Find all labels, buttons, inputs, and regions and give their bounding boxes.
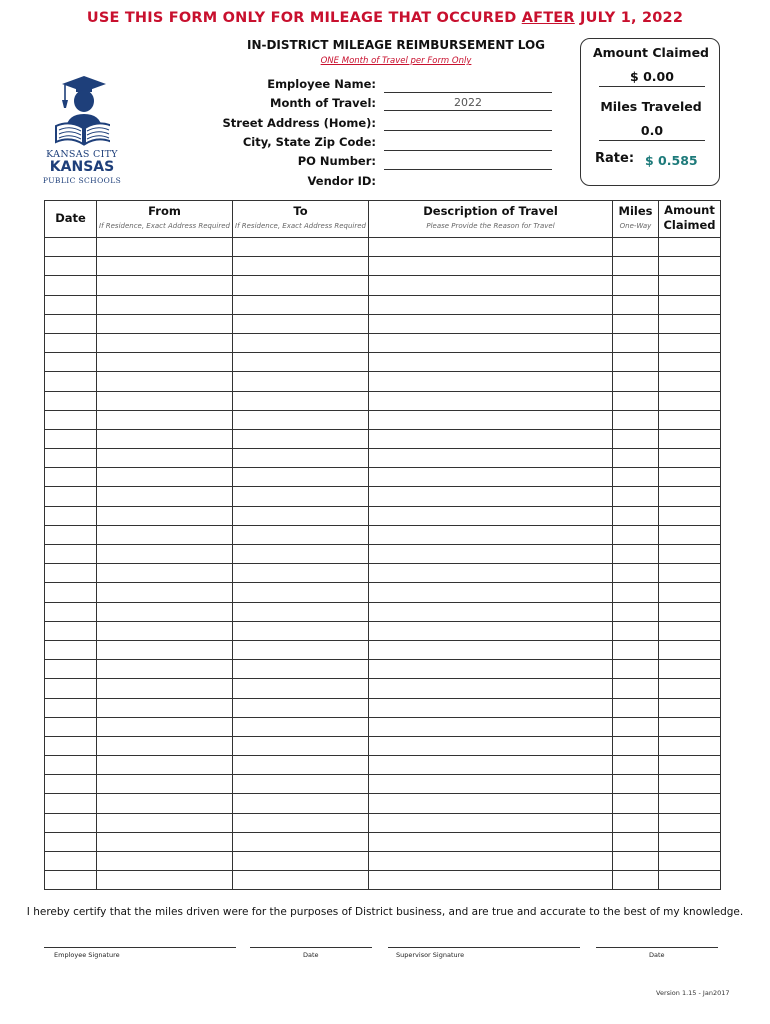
table-row: [45, 525, 721, 544]
description-cell[interactable]: [369, 756, 613, 775]
to-cell[interactable]: [233, 353, 369, 372]
description-cell[interactable]: [369, 602, 613, 621]
amount-claimed-value: $ 0.00: [599, 69, 705, 87]
date-cell[interactable]: [45, 871, 97, 890]
to-cell[interactable]: [233, 736, 369, 755]
from-cell[interactable]: [97, 449, 233, 468]
date-cell[interactable]: [45, 660, 97, 679]
description-cell[interactable]: [369, 487, 613, 506]
to-cell[interactable]: [233, 506, 369, 525]
to-cell[interactable]: [233, 813, 369, 832]
description-cell[interactable]: [369, 506, 613, 525]
date-cell[interactable]: [45, 775, 97, 794]
miles-cell[interactable]: [613, 314, 659, 333]
miles-cell[interactable]: [613, 756, 659, 775]
table-row: [45, 333, 721, 352]
amount-cell[interactable]: [659, 583, 721, 602]
col-from-label: From: [148, 204, 181, 218]
miles-cell[interactable]: [613, 333, 659, 352]
to-cell[interactable]: [233, 564, 369, 583]
amount-cell[interactable]: [659, 775, 721, 794]
from-cell[interactable]: [97, 545, 233, 564]
from-cell[interactable]: [97, 295, 233, 314]
table-row: [45, 564, 721, 583]
description-cell[interactable]: [369, 871, 613, 890]
from-cell[interactable]: [97, 736, 233, 755]
date-cell[interactable]: [45, 468, 97, 487]
amount-cell[interactable]: [659, 564, 721, 583]
description-cell[interactable]: [369, 794, 613, 813]
description-cell[interactable]: [369, 449, 613, 468]
amount-cell[interactable]: [659, 736, 721, 755]
amount-cell[interactable]: [659, 429, 721, 448]
miles-cell[interactable]: [613, 871, 659, 890]
date-cell[interactable]: [45, 621, 97, 640]
to-cell[interactable]: [233, 449, 369, 468]
from-cell[interactable]: [97, 238, 233, 257]
amount-claimed-title: Amount Claimed: [592, 45, 710, 60]
description-cell[interactable]: [369, 353, 613, 372]
to-cell[interactable]: [233, 276, 369, 295]
miles-cell[interactable]: [613, 276, 659, 295]
table-row: [45, 545, 721, 564]
amount-cell[interactable]: [659, 372, 721, 391]
miles-cell[interactable]: [613, 506, 659, 525]
from-cell[interactable]: [97, 698, 233, 717]
description-cell[interactable]: [369, 852, 613, 871]
table-row: [45, 602, 721, 621]
street-address-field[interactable]: [384, 115, 552, 131]
table-body: [45, 238, 721, 890]
table-row: [45, 679, 721, 698]
employee-signature-label: Employee Signature: [54, 951, 120, 959]
from-cell[interactable]: [97, 852, 233, 871]
table-row: [45, 660, 721, 679]
employee-date-label: Date: [303, 951, 319, 959]
date-cell[interactable]: [45, 276, 97, 295]
from-cell[interactable]: [97, 756, 233, 775]
from-cell[interactable]: [97, 333, 233, 352]
to-cell[interactable]: [233, 717, 369, 736]
table-row: [45, 372, 721, 391]
graduate-reading-book-icon: [54, 74, 110, 146]
date-cell[interactable]: [45, 736, 97, 755]
table-row: [45, 832, 721, 851]
amount-cell[interactable]: [659, 545, 721, 564]
vendor-id-label: Vendor ID:: [307, 174, 376, 188]
date-cell[interactable]: [45, 353, 97, 372]
date-cell[interactable]: [45, 717, 97, 736]
description-cell[interactable]: [369, 583, 613, 602]
col-description: [369, 201, 613, 238]
table-row: [45, 238, 721, 257]
description-cell[interactable]: [369, 775, 613, 794]
amount-cell[interactable]: [659, 506, 721, 525]
from-cell[interactable]: [97, 583, 233, 602]
certification-statement: I hereby certify that the miles driven were for the purposes of District business, and are true and accurate to the best of my knowledge.: [26, 906, 744, 918]
to-cell[interactable]: [233, 487, 369, 506]
to-cell[interactable]: [233, 391, 369, 410]
version-text: Version 1.15 - Jan2017: [656, 989, 730, 997]
miles-cell[interactable]: [613, 621, 659, 640]
date-cell[interactable]: [45, 314, 97, 333]
to-cell[interactable]: [233, 410, 369, 429]
description-cell[interactable]: [369, 813, 613, 832]
from-cell[interactable]: [97, 794, 233, 813]
col-description-label: Description of Travel: [423, 204, 558, 218]
table-row: [45, 736, 721, 755]
miles-cell[interactable]: [613, 372, 659, 391]
table-row: [45, 852, 721, 871]
to-cell[interactable]: [233, 621, 369, 640]
to-cell[interactable]: [233, 852, 369, 871]
table-row: [45, 813, 721, 832]
miles-cell[interactable]: [613, 832, 659, 851]
description-cell[interactable]: [369, 525, 613, 544]
description-cell[interactable]: [369, 564, 613, 583]
month-of-travel-label: Month of Travel:: [270, 96, 376, 110]
banner-text-2: JULY 1, 2022: [574, 10, 684, 26]
amount-cell[interactable]: [659, 487, 721, 506]
table-row: [45, 276, 721, 295]
table-row: [45, 756, 721, 775]
table-row: [45, 621, 721, 640]
date-cell[interactable]: [45, 372, 97, 391]
from-cell[interactable]: [97, 871, 233, 890]
date-cell[interactable]: [45, 429, 97, 448]
date-cell[interactable]: [45, 813, 97, 832]
date-cell[interactable]: [45, 583, 97, 602]
amount-cell[interactable]: [659, 410, 721, 429]
description-cell[interactable]: [369, 372, 613, 391]
supervisor-date-line[interactable]: [596, 947, 718, 948]
amount-cell[interactable]: [659, 679, 721, 698]
miles-cell[interactable]: [613, 679, 659, 698]
amount-cell[interactable]: [659, 852, 721, 871]
banner-text-1: USE THIS FORM ONLY FOR MILEAGE THAT OCCURED: [86, 10, 522, 26]
rate-value: $ 0.585: [645, 153, 698, 168]
from-cell[interactable]: [97, 257, 233, 276]
to-cell[interactable]: [233, 468, 369, 487]
col-miles-hint: One-Way: [619, 222, 652, 230]
date-cell[interactable]: [45, 679, 97, 698]
col-to: [233, 201, 369, 238]
amount-cell[interactable]: [659, 353, 721, 372]
table-header-row: [45, 201, 721, 238]
from-cell[interactable]: [97, 660, 233, 679]
miles-cell[interactable]: [613, 468, 659, 487]
employee-signature-line[interactable]: [44, 947, 236, 948]
amount-cell[interactable]: [659, 717, 721, 736]
amount-cell[interactable]: [659, 468, 721, 487]
date-cell[interactable]: [45, 525, 97, 544]
col-from-hint: If Residence, Exact Address Required: [99, 222, 230, 230]
month-of-travel-field[interactable]: 2022: [384, 95, 552, 111]
to-cell[interactable]: [233, 333, 369, 352]
log-title: IN-DISTRICT MILEAGE REIMBURSEMENT LOG: [246, 38, 545, 52]
amount-cell[interactable]: [659, 449, 721, 468]
description-cell[interactable]: [369, 679, 613, 698]
to-cell[interactable]: [233, 238, 369, 257]
from-cell[interactable]: [97, 717, 233, 736]
to-cell[interactable]: [233, 525, 369, 544]
amount-cell[interactable]: [659, 813, 721, 832]
to-cell[interactable]: [233, 698, 369, 717]
table-row: [45, 698, 721, 717]
amount-cell[interactable]: [659, 314, 721, 333]
date-cell[interactable]: [45, 794, 97, 813]
miles-cell[interactable]: [613, 449, 659, 468]
miles-cell[interactable]: [613, 583, 659, 602]
from-cell[interactable]: [97, 429, 233, 448]
miles-cell[interactable]: [613, 564, 659, 583]
amount-cell[interactable]: [659, 621, 721, 640]
amount-summary-box: [580, 38, 720, 186]
col-miles-label: Miles: [618, 204, 653, 218]
from-cell[interactable]: [97, 468, 233, 487]
from-cell[interactable]: [97, 506, 233, 525]
from-cell[interactable]: [97, 276, 233, 295]
to-cell[interactable]: [233, 871, 369, 890]
description-cell[interactable]: [369, 295, 613, 314]
from-cell[interactable]: [97, 775, 233, 794]
table-row: [45, 449, 721, 468]
col-date-label: Date: [55, 211, 86, 225]
col-from: [97, 201, 233, 238]
to-cell[interactable]: [233, 660, 369, 679]
miles-cell[interactable]: [613, 602, 659, 621]
supervisor-signature-label: Supervisor Signature: [396, 951, 465, 959]
date-cell[interactable]: [45, 487, 97, 506]
table-row: [45, 391, 721, 410]
date-cell[interactable]: [45, 756, 97, 775]
table-row: [45, 468, 721, 487]
col-date: [45, 201, 97, 238]
to-cell[interactable]: [233, 602, 369, 621]
amount-cell[interactable]: [659, 832, 721, 851]
date-cell[interactable]: [45, 449, 97, 468]
district-logo: [40, 74, 124, 188]
miles-traveled-value: 0.0: [599, 123, 705, 141]
description-cell[interactable]: [369, 468, 613, 487]
table-row: [45, 410, 721, 429]
amount-cell[interactable]: [659, 257, 721, 276]
from-cell[interactable]: [97, 353, 233, 372]
to-cell[interactable]: [233, 832, 369, 851]
table-row: [45, 487, 721, 506]
table-row: [45, 295, 721, 314]
table-row: [45, 717, 721, 736]
miles-cell[interactable]: [613, 410, 659, 429]
description-cell[interactable]: [369, 257, 613, 276]
description-cell[interactable]: [369, 391, 613, 410]
amount-cell[interactable]: [659, 698, 721, 717]
description-cell[interactable]: [369, 621, 613, 640]
description-cell[interactable]: [369, 640, 613, 659]
logo-line-2: KANSAS: [49, 159, 115, 175]
employee-date-line[interactable]: [250, 947, 372, 948]
miles-cell[interactable]: [613, 391, 659, 410]
date-cell[interactable]: [45, 506, 97, 525]
to-cell[interactable]: [233, 429, 369, 448]
description-cell[interactable]: [369, 429, 613, 448]
miles-cell[interactable]: [613, 295, 659, 314]
from-cell[interactable]: [97, 621, 233, 640]
to-cell[interactable]: [233, 794, 369, 813]
miles-cell[interactable]: [613, 525, 659, 544]
miles-cell[interactable]: [613, 813, 659, 832]
description-cell[interactable]: [369, 660, 613, 679]
form-banner: [0, 10, 770, 26]
po-number-label: PO Number:: [297, 154, 376, 168]
date-cell[interactable]: [45, 295, 97, 314]
miles-cell[interactable]: [613, 775, 659, 794]
from-cell[interactable]: [97, 525, 233, 544]
description-cell[interactable]: [369, 832, 613, 851]
table-row: [45, 314, 721, 333]
table-row: [45, 257, 721, 276]
miles-cell[interactable]: [613, 852, 659, 871]
supervisor-signature-line[interactable]: [388, 947, 580, 948]
date-cell[interactable]: [45, 391, 97, 410]
from-cell[interactable]: [97, 314, 233, 333]
amount-cell[interactable]: [659, 333, 721, 352]
date-cell[interactable]: [45, 832, 97, 851]
date-cell[interactable]: [45, 545, 97, 564]
mileage-table: [44, 200, 721, 890]
date-cell[interactable]: [45, 698, 97, 717]
logo-line-3: PUBLIC SCHOOLS: [42, 176, 122, 185]
to-cell[interactable]: [233, 545, 369, 564]
miles-cell[interactable]: [613, 429, 659, 448]
to-cell[interactable]: [233, 583, 369, 602]
from-cell[interactable]: [97, 813, 233, 832]
col-amount: [659, 201, 721, 238]
miles-cell[interactable]: [613, 717, 659, 736]
amount-cell[interactable]: [659, 238, 721, 257]
miles-cell[interactable]: [613, 238, 659, 257]
amount-cell[interactable]: [659, 602, 721, 621]
from-cell[interactable]: [97, 410, 233, 429]
description-cell[interactable]: [369, 333, 613, 352]
description-cell[interactable]: [369, 410, 613, 429]
date-cell[interactable]: [45, 640, 97, 659]
po-number-field[interactable]: [384, 154, 552, 170]
col-to-label: To: [293, 204, 308, 218]
date-cell[interactable]: [45, 602, 97, 621]
from-cell[interactable]: [97, 564, 233, 583]
from-cell[interactable]: [97, 372, 233, 391]
description-cell[interactable]: [369, 717, 613, 736]
amount-cell[interactable]: [659, 391, 721, 410]
city-state-zip-field[interactable]: [384, 135, 552, 151]
log-subtitle: ONE Month of Travel per Form Only: [320, 56, 472, 66]
to-cell[interactable]: [233, 775, 369, 794]
amount-cell[interactable]: [659, 871, 721, 890]
supervisor-date-label: Date: [649, 951, 665, 959]
table-row: [45, 506, 721, 525]
amount-cell[interactable]: [659, 295, 721, 314]
date-cell[interactable]: [45, 333, 97, 352]
amount-cell[interactable]: [659, 276, 721, 295]
col-amount-label: Amount Claimed: [663, 203, 716, 232]
description-cell[interactable]: [369, 698, 613, 717]
miles-cell[interactable]: [613, 794, 659, 813]
col-to-hint: If Residence, Exact Address Required: [235, 222, 366, 230]
from-cell[interactable]: [97, 832, 233, 851]
miles-cell[interactable]: [613, 660, 659, 679]
date-cell[interactable]: [45, 238, 97, 257]
miles-cell[interactable]: [613, 257, 659, 276]
miles-traveled-title: Miles Traveled: [600, 99, 702, 114]
banner-text-after: AFTER: [521, 10, 575, 26]
description-cell[interactable]: [369, 276, 613, 295]
from-cell[interactable]: [97, 602, 233, 621]
date-cell[interactable]: [45, 257, 97, 276]
description-cell[interactable]: [369, 314, 613, 333]
from-cell[interactable]: [97, 391, 233, 410]
miles-cell[interactable]: [613, 487, 659, 506]
col-description-hint: Please Provide the Reason for Travel: [426, 222, 555, 230]
date-cell[interactable]: [45, 852, 97, 871]
table-row: [45, 583, 721, 602]
table-row: [45, 640, 721, 659]
date-cell[interactable]: [45, 564, 97, 583]
description-cell[interactable]: [369, 238, 613, 257]
amount-cell[interactable]: [659, 794, 721, 813]
miles-cell[interactable]: [613, 698, 659, 717]
description-cell[interactable]: [369, 545, 613, 564]
miles-cell[interactable]: [613, 640, 659, 659]
table-row: [45, 871, 721, 890]
from-cell[interactable]: [97, 679, 233, 698]
to-cell[interactable]: [233, 314, 369, 333]
description-cell[interactable]: [369, 736, 613, 755]
date-cell[interactable]: [45, 410, 97, 429]
employee-name-label: Employee Name:: [267, 77, 376, 91]
city-state-zip-label: City, State Zip Code:: [242, 135, 376, 149]
col-miles: [613, 201, 659, 238]
to-cell[interactable]: [233, 756, 369, 775]
table-row: [45, 794, 721, 813]
to-cell[interactable]: [233, 372, 369, 391]
street-address-label: Street Address (Home):: [222, 116, 376, 130]
to-cell[interactable]: [233, 640, 369, 659]
employee-name-field[interactable]: [384, 77, 552, 93]
amount-cell[interactable]: [659, 525, 721, 544]
from-cell[interactable]: [97, 487, 233, 506]
from-cell[interactable]: [97, 640, 233, 659]
to-cell[interactable]: [233, 679, 369, 698]
table-row: [45, 775, 721, 794]
miles-cell[interactable]: [613, 545, 659, 564]
amount-cell[interactable]: [659, 660, 721, 679]
miles-cell[interactable]: [613, 736, 659, 755]
rate-label: Rate:: [595, 151, 635, 166]
to-cell[interactable]: [233, 257, 369, 276]
amount-cell[interactable]: [659, 640, 721, 659]
logo-line-1: KANSAS CITY: [46, 149, 118, 160]
miles-cell[interactable]: [613, 353, 659, 372]
to-cell[interactable]: [233, 295, 369, 314]
amount-cell[interactable]: [659, 756, 721, 775]
table-row: [45, 429, 721, 448]
table-row: [45, 353, 721, 372]
